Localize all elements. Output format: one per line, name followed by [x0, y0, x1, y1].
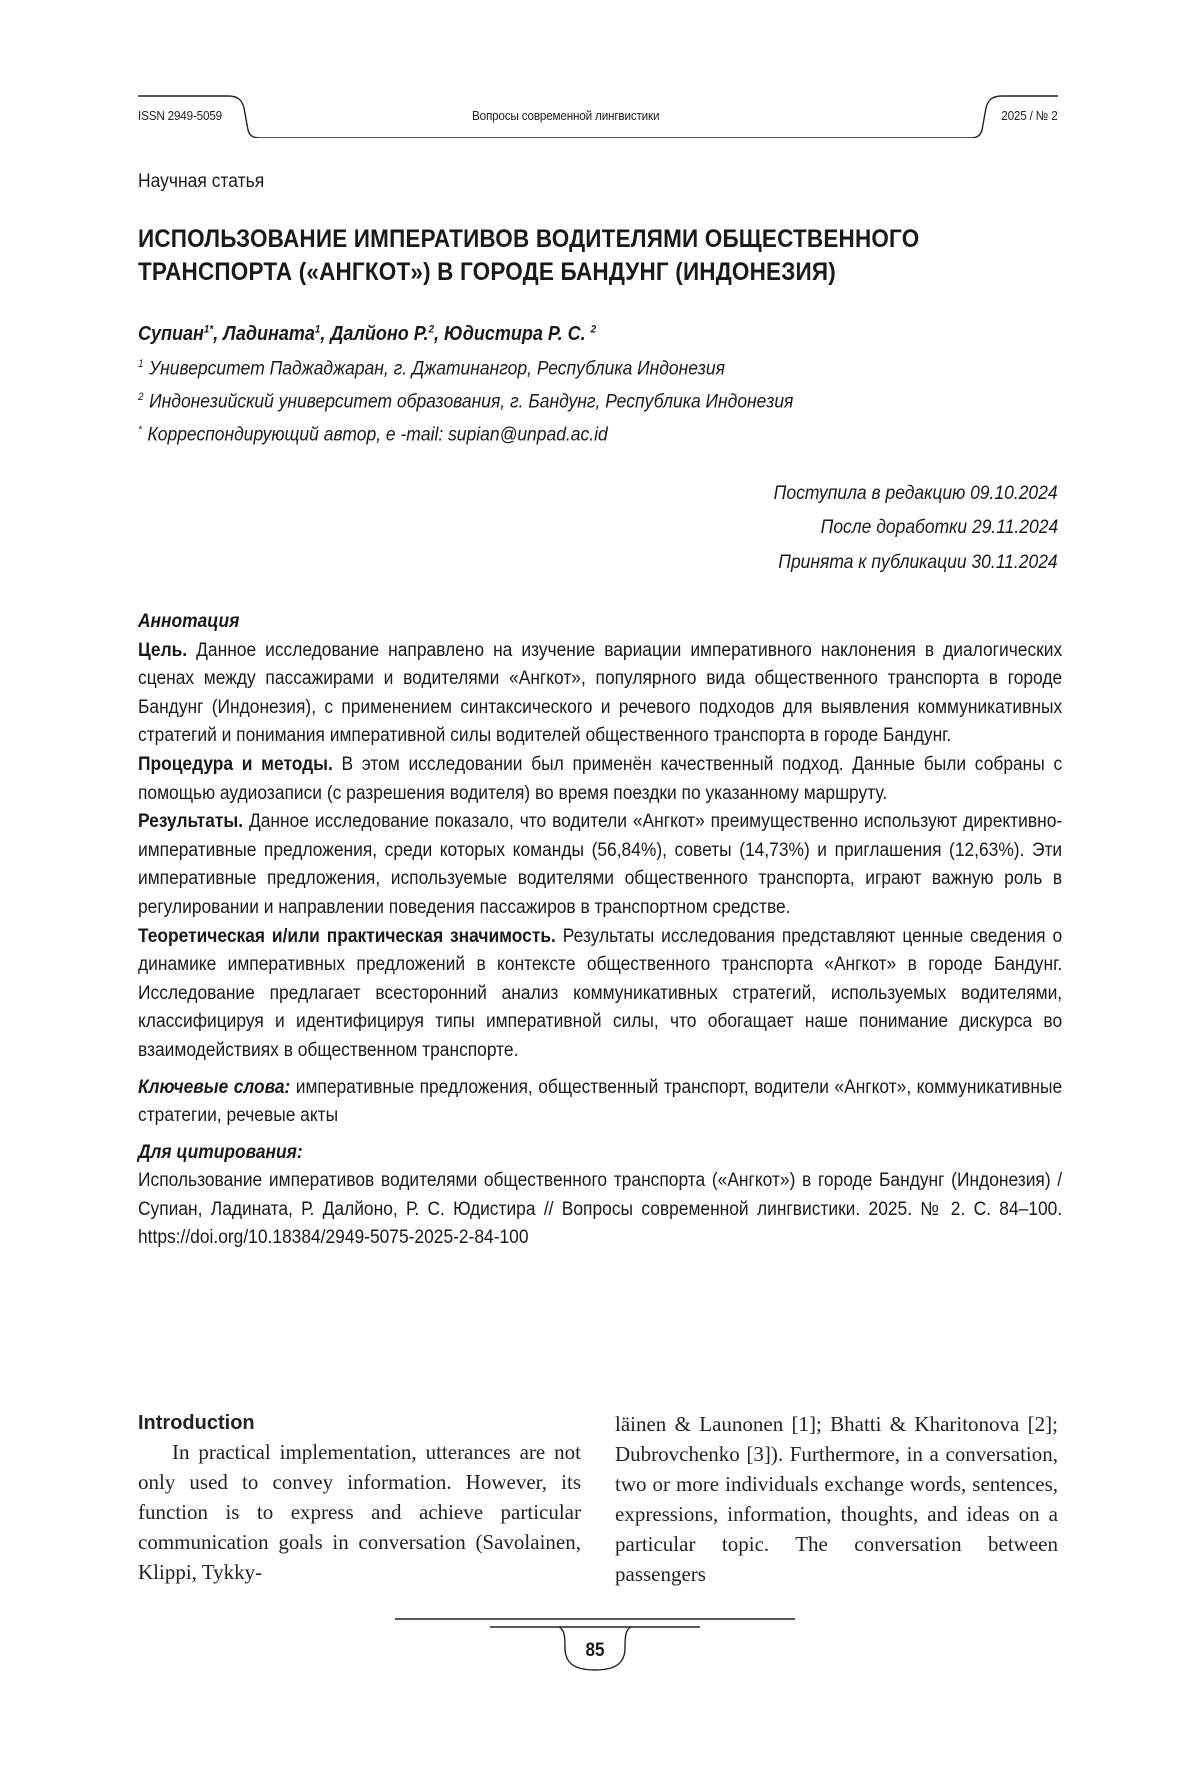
body-column-right [615, 1409, 1058, 1589]
author-name: Далйоно Р. [330, 323, 429, 345]
abstract-methods: Процедура и методы. В этом исследовании был применён качественный подход. Данные были собраны с помощью аудиозаписи (с разрешения водителя) во время поездки по указанному маршруту. [138, 753, 1063, 804]
body-paragraph: läinen & Launonen [1]; Bhatti & Kharitonova [2]; Dubrovchenko [3]). Furthermore, in a conversation, two or more individuals exchange words, sentences, expressions, information, thoughts, and ideas on a particular topic. The conversation between passengers [615, 1412, 1058, 1586]
date-accepted: Принята к публикации 30.11.2024 [778, 552, 1058, 573]
running-header [138, 94, 1058, 138]
affiliation: $^1$ Университет Паджаджаран, г. Джатинангор, Республика Индонезия [138, 358, 725, 380]
abstract-aim: Цель. Данное исследование направлено на изучение вариации императивного наклонения в диалогических сценах между пассажирами и водителями «Ангкот», популярного вида общественного транспорта в городе Бандунг (Индонезия), с применением синтаксического и речевого подходов для выявления коммуникативных стратегий и понимания императивной силы водителей общественного транспорта в городе Бандунг. [138, 639, 1063, 747]
citation-heading: Для цитирования: [138, 1141, 303, 1163]
article-title: ИСПОЛЬЗОВАНИЕ ИМПЕРАТИВОВ ВОДИТЕЛЯМИ ОБЩЕСТВЕННОГО ТРАНСПОРТА («АНГКОТ») В ГОРОДЕ БАНДУНГ (ИНДОНЕЗИЯ) [138, 225, 920, 286]
article-type: Научная статья [138, 171, 265, 192]
corresponding-author: * Корреспондирующий автор, e -mail: supian@unpad.ac.id [138, 424, 608, 446]
affiliation: $^2$ Индонезийский университет образования, г. Бандунг, Республика Индонезия [138, 391, 794, 413]
citation-text: Использование императивов водителями общественного транспорта («Ангкот») в городе Бандунг (Индонезия) / Супиан, Ладината, Р. Далйоно, Р. С. Юдистира // Вопросы современной лингвистики. 2025. № 2. С. 84–100. https://doi.org/10.18384/2949-5075-2025-2-84-100 [138, 1170, 1063, 1249]
body-paragraph: In practical implementation, utterances are not only used to convey information. However, its function is to express and achieve particular communication goals in conversation (Savolainen, Klippi, Tykky- [138, 1440, 581, 1584]
abstract [138, 608, 1062, 1253]
author-name: Супиан [138, 323, 204, 345]
keywords: Ключевые слова: императивные предложения, общественный транспорт, водители «Ангкот», коммуникативные стратегии, речевые акты [138, 1076, 1063, 1127]
abstract-significance: Теоретическая и/или практическая значимость. Результаты исследования представляют ценные сведения о динамике императивных предложений в контексте общественного транспорта «Ангкот» в городе Бандунг. Исследование предлагает всесторонний анализ коммуникативных стратегий, используемых водителями, классифицируя и идентифицируя типы императивной силы, что обогащает наше понимание дискурса во взаимодействиях в общественном транспорте. [138, 925, 1063, 1061]
author-list: Супиан$^{1*}$, Ладината$^1$, Далйоно Р.$^2$, Юдистира Р. С. $^2$ [138, 323, 597, 345]
date-received: Поступила в редакцию 09.10.2024 [774, 483, 1058, 504]
abstract-heading: Аннотация [138, 611, 240, 632]
body-column-left [138, 1409, 581, 1587]
section-heading: Introduction [138, 1412, 255, 1434]
issn: ISSN 2949-5059 [138, 108, 222, 123]
abstract-results: Результаты. Данное исследование показало, что водители «Ангкот» преимущественно используют директивно-императивные предложения, среди которых команды (56,84%), советы (14,73%) и приглашения (12,63%). Эти императивные предложения, используемые водителями общественного транспорта, играют важную роль в регулировании и направлении поведения пассажиров в транспортном средстве. [138, 811, 1063, 918]
author-name: Ладината [223, 323, 315, 345]
date-revised: После доработки 29.11.2024 [820, 517, 1058, 538]
page-number: 85 [585, 1640, 605, 1661]
author-name: Юдистира Р. С. [443, 323, 586, 345]
page-footer [395, 1618, 795, 1678]
journal-name: Вопросы современной лингвистики [472, 108, 660, 123]
issue-number: 2025 / № 2 [1001, 108, 1058, 123]
